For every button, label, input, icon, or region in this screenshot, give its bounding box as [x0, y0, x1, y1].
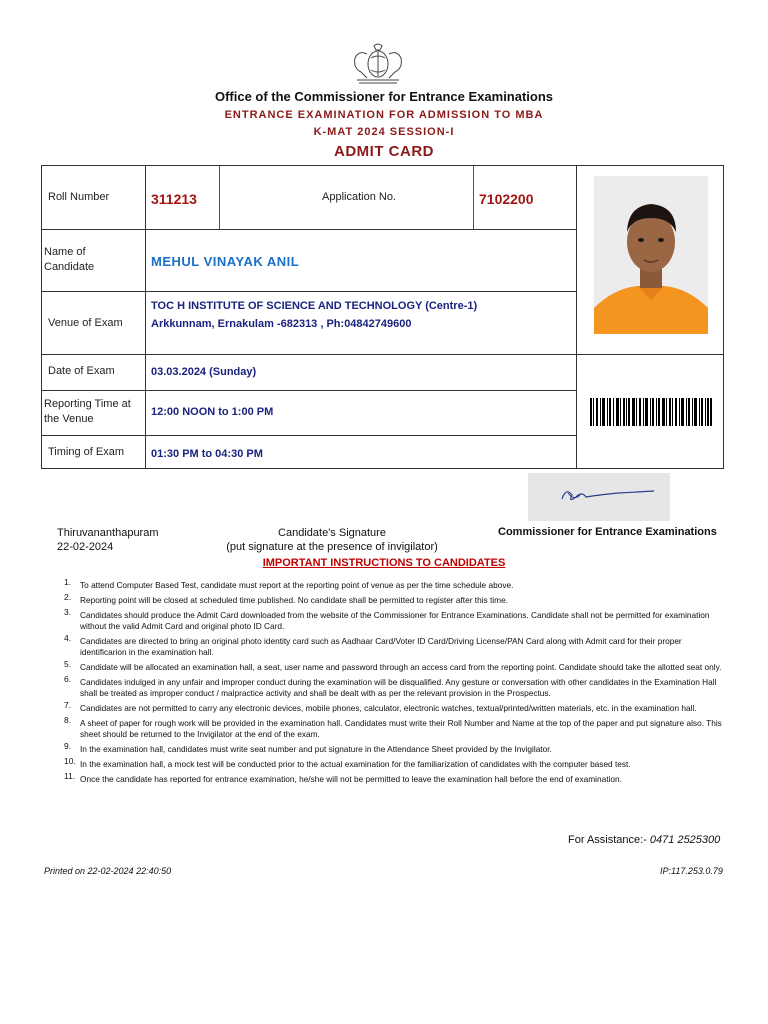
- divider: [42, 390, 576, 391]
- instructions-title: IMPORTANT INSTRUCTIONS TO CANDIDATES: [262, 557, 506, 569]
- list-item: 4. Candidates are directed to bring an original photo identity card such as Aadhaar Card/Voter ID Card/Driving License/PAN Card along with Admit card for their proper identificarion in the examination hall.: [64, 633, 682, 657]
- instructions-list: [56, 577, 726, 789]
- venue-line1: TOC H INSTITUTE OF SCIENCE AND TECHNOLOGY (Centre-1): [151, 300, 478, 312]
- exam-timing-label: Timing of Exam: [48, 446, 125, 458]
- commissioner-signature-image: [528, 473, 670, 521]
- list-item: 11. Once the candidate has reported for entrance examination, he/she will not be permitted to leave the examination hall before the end of examination.: [64, 771, 622, 784]
- ip-address: IP:117.253.0.79: [660, 866, 723, 876]
- assistance-line: [568, 834, 720, 846]
- list-item: 3. Candidates should produce the Admit Card downloaded from the website of the Commissioner for Entrance Examinations. Candidate shall not be permitted for examination without the valid Admit Card and original photo ID Card.: [64, 607, 710, 631]
- roll-number-label: Roll Number: [48, 191, 110, 203]
- exam-timing-value: 01:30 PM to 04:30 PM: [151, 448, 263, 460]
- divider: [42, 435, 576, 436]
- candidate-name-value: MEHUL VINAYAK ANIL: [151, 254, 300, 269]
- exam-date-label: Date of Exam: [48, 365, 115, 377]
- application-number-label: Application No.: [322, 191, 396, 203]
- application-number-value: 7102200: [479, 191, 534, 207]
- list-item: 10. In the examination hall, a mock test will be conducted prior to the actual examination for the familiarization of candidates with the computer based test.: [64, 756, 631, 769]
- list-item: 8. A sheet of paper for rough work will be provided in the examination hall. Candidates must write their Roll Number and Name at the top of the paper and put signature also. This sheet should be returned to the Invigilator at the end of the exam.: [64, 715, 722, 739]
- exam-date-value: 03.03.2024 (Sunday): [151, 366, 257, 378]
- assistance-phone: 0471 2525300: [649, 834, 721, 846]
- list-item: 5. Candidate will be allocated an examination hall, a seat, user name and password through an access card from the reporting point. Candidate should take the allotted seat only.: [64, 659, 722, 672]
- list-item: 9. In the examination hall, candidates must write seat number and put signature in the Attendance Sheet provided by the Invigilator.: [64, 741, 552, 754]
- roll-number-value: 311213: [151, 191, 197, 207]
- list-item: 1. To attend Computer Based Test, candidate must report at the reporting point of venue as per the time schedule above.: [64, 577, 514, 590]
- candidate-signature-note: (put signature at the presence of invigilator): [226, 541, 438, 553]
- list-item: 7. Candidates are not permitted to carry any electronic devices, mobile phones, calculator, electronic watches, textual/printed/written materials, etc. in the examination hall.: [64, 700, 697, 713]
- assistance-label: For Assistance:-: [568, 834, 647, 846]
- admit-card-title: ADMIT CARD: [334, 143, 434, 160]
- office-title: Office of the Commissioner for Entrance Examinations: [214, 89, 554, 104]
- divider: [42, 291, 576, 292]
- divider: [219, 166, 220, 229]
- reporting-time-value: 12:00 NOON to 1:00 PM: [151, 406, 274, 418]
- kerala-emblem-icon: [349, 42, 407, 86]
- exam-title: ENTRANCE EXAMINATION FOR ADMISSION TO MBA: [224, 109, 544, 121]
- commissioner-label: Commissioner for Entrance Examinations: [498, 526, 717, 538]
- printed-timestamp: Printed on 22-02-2024 22:40:50: [44, 866, 172, 876]
- session-title: K-MAT 2024 SESSION-I: [313, 126, 455, 138]
- reporting-time-label: Reporting Time at the Venue: [44, 398, 131, 425]
- divider: [145, 166, 146, 469]
- barcode: [590, 398, 712, 426]
- issue-date: 22-02-2024: [57, 541, 114, 553]
- candidate-signature-area: [222, 526, 442, 554]
- issue-place-date: [57, 526, 159, 554]
- candidate-details-table: [41, 165, 724, 469]
- divider: [576, 166, 577, 469]
- divider: [42, 354, 724, 355]
- list-item: 6. Candidates indulged in any unfair and improper conduct during the examination will be disqualified. Any gesture or conversation with other candidates in the Examination Hall shall be treated as improper conduct / malpractice activity and shall be dealt with as per the relevant provision in the Prospectus.: [64, 674, 717, 698]
- venue-label: Venue of Exam: [48, 317, 123, 329]
- list-item: 2. Reporting point will be closed at scheduled time published. No candidate shall be permitted to register after this time.: [64, 592, 508, 605]
- candidate-signature-label: Candidate's Signature: [278, 527, 386, 539]
- candidate-name-label: Name of Candidate: [44, 246, 95, 273]
- divider: [473, 166, 474, 229]
- venue-line2: Arkkunnam, Ernakulam -682313 , Ph:04842749600: [151, 318, 412, 330]
- issue-place: Thiruvananthapuram: [57, 527, 159, 539]
- divider: [42, 229, 576, 230]
- candidate-photo: [594, 176, 708, 334]
